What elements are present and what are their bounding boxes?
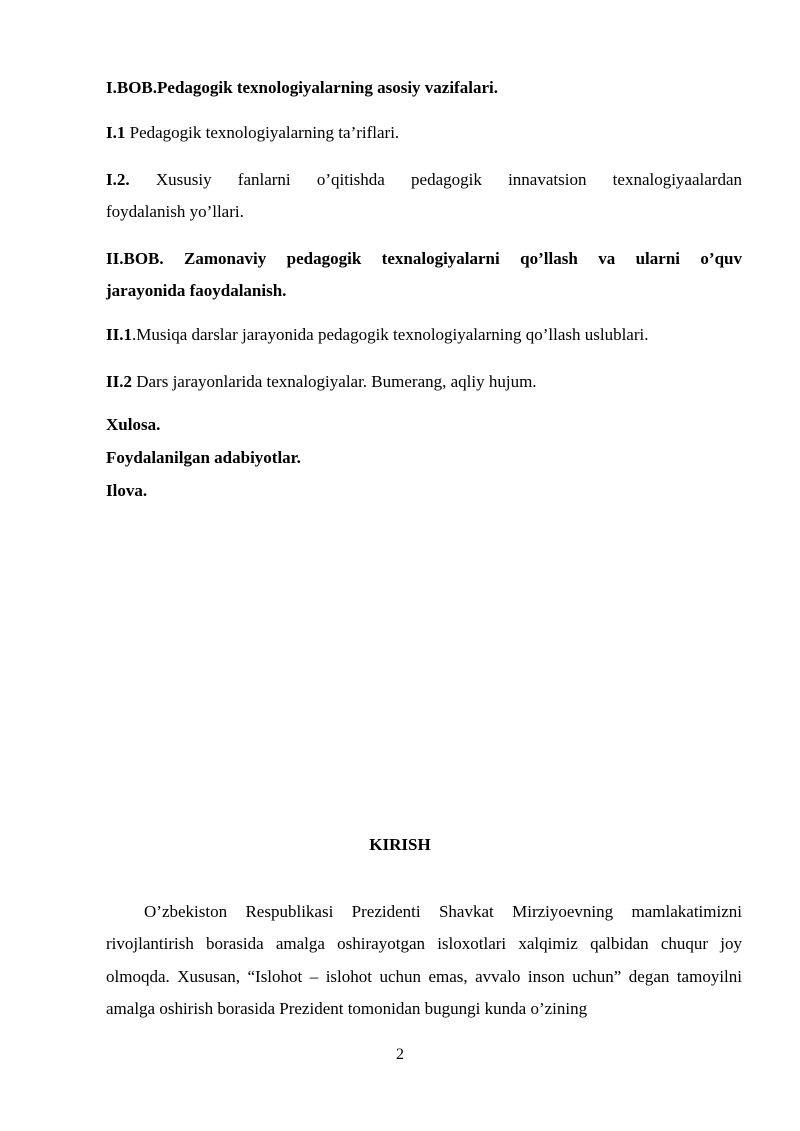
- toc-section-1-2: [106, 164, 742, 228]
- toc-chapter-2-title: II.BOB. Zamonaviy pedagogik texnalogiyalarni qo’llash va ularni o’quv jarayonida faoydalanish.: [106, 249, 742, 300]
- toc-section-1-1: [106, 117, 742, 149]
- section-title: .Musiqa darslar jarayonida pedagogik texnologiyalarning qo’llash uslublari.: [131, 325, 649, 344]
- section-line: foydalanish yo’llari.: [106, 202, 244, 221]
- section-title: Xususiy fanlarni o’qitishda pedagogik innavatsion texnalogiyaalardan: [155, 170, 742, 189]
- section-line: [106, 164, 742, 196]
- intro-heading: KIRISH: [369, 835, 431, 854]
- toc-section-2-2: [106, 366, 742, 398]
- section-number: II.2: [106, 372, 132, 391]
- intro-paragraph: O’zbekiston Respublikasi Prezidenti Shavkat Mirziyoevning mamlakatimizni rivojlantirish borasida amalga oshirayotgan isloxotlari xalqimiz qalbidan chuqur joy olmoqda. Xususan, “Islohot – islohot uchun emas, avvalo inson uchun” degan tamoyilni amalga oshirish borasida Prezident tomonidan bugungi kunda o’zining: [106, 902, 742, 1018]
- section-title: Dars jarayonlarida texnalogiyalar. Bumerang, aqliy hujum.: [136, 372, 537, 391]
- section-number: II.1: [106, 325, 132, 344]
- section-title: Pedagogik texnologiyalarning ta’riflari.: [129, 123, 400, 142]
- toc-section-2-1: [106, 319, 742, 351]
- section-number: I.2.: [106, 170, 130, 189]
- page-number: 2: [396, 1046, 404, 1063]
- section-number: I.1: [106, 123, 126, 142]
- toc-chapter-1-title: I.BOB.Pedagogik texnologiyalarning asosiy vazifalari.: [106, 78, 498, 97]
- toc-references: Foydalanilgan adabiyotlar.: [106, 448, 301, 467]
- toc-appendix: Ilova.: [106, 481, 148, 500]
- toc-back-matter: [106, 408, 742, 507]
- toc-conclusion: Xulosa.: [106, 415, 161, 434]
